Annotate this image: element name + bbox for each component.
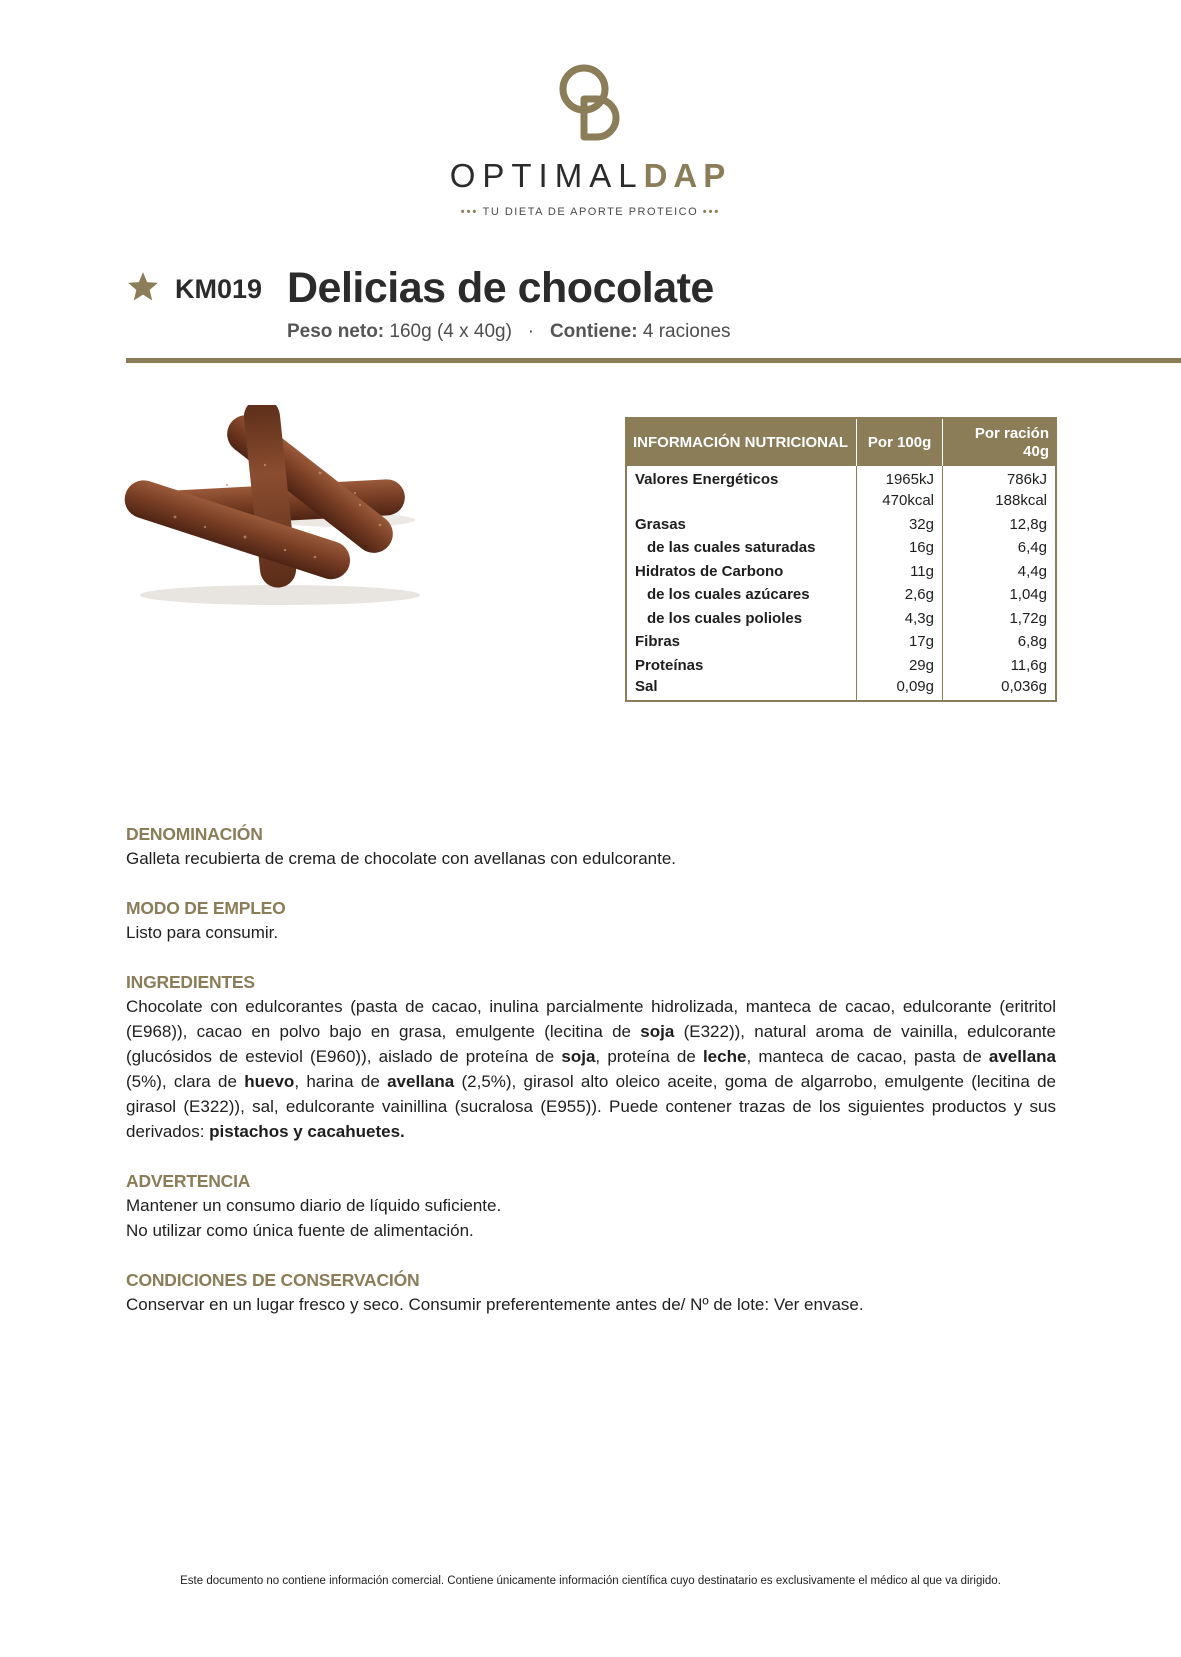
nutrient-per100: 29g bbox=[857, 654, 943, 678]
nutrient-per100: 470kcal bbox=[857, 490, 943, 514]
section-modo-empleo bbox=[126, 896, 1056, 945]
allergen-text: soja bbox=[561, 1047, 596, 1066]
brand-tagline: ••• TU DIETA DE APORTE PROTEICO ••• bbox=[460, 206, 721, 218]
nutrient-per100: 16g bbox=[857, 537, 943, 561]
nutrition-row bbox=[626, 678, 1056, 702]
nutrient-serving: 12,8g bbox=[943, 513, 1057, 537]
warning-line-1: Mantener un consumo diario de líquido suficiente. bbox=[126, 1196, 502, 1215]
nutrient-serving: 188kcal bbox=[943, 490, 1057, 514]
section-ingredientes bbox=[126, 970, 1056, 1144]
allergen-text: avellana bbox=[988, 1047, 1056, 1066]
allergen-text: pistachos y cacahuetes. bbox=[209, 1122, 405, 1141]
page-title: Delicias de chocolate bbox=[287, 264, 714, 312]
ingredient-text: (2,5%), girasol alto oleico aceite, goma de algarrobo, emulgente (lecitina de girasol (E322)), sal, edulcorante vainillina (sucralosa (E955)). Puede contener trazas de los siguientes productos y sus derivados: bbox=[126, 1072, 1057, 1141]
section-heading: ADVERTENCIA bbox=[126, 1171, 251, 1191]
allergen-text: avellana bbox=[387, 1072, 455, 1091]
footer-disclaimer: Este documento no contiene información comercial. Contiene únicamente información científica cuyo destinatario es exclusivamente el médico al que va dirigido. bbox=[180, 1575, 1001, 1587]
nutrient-serving: 6,8g bbox=[943, 631, 1057, 655]
nutrient-per100: 1965kJ bbox=[857, 466, 943, 490]
title-divider bbox=[126, 358, 1181, 363]
section-conservacion bbox=[126, 1268, 1056, 1317]
ingredient-text: , proteína de bbox=[595, 1047, 703, 1066]
nutrient-per100: 32g bbox=[857, 513, 943, 537]
allergen-text: leche bbox=[702, 1047, 747, 1066]
section-heading: INGREDIENTES bbox=[126, 972, 255, 992]
nutrition-header-serving: Por ración 40g bbox=[943, 418, 1057, 466]
section-denominacion bbox=[126, 822, 1056, 871]
nutrient-label: de los cuales azúcares bbox=[647, 586, 810, 604]
nutrition-row bbox=[626, 490, 1056, 514]
nutrient-label: Grasas bbox=[635, 515, 686, 533]
nutrition-row bbox=[626, 654, 1056, 678]
nutrient-serving: 11,6g bbox=[943, 654, 1057, 678]
section-heading: MODO DE EMPLEO bbox=[126, 898, 286, 918]
section-heading: DENOMINACIÓN bbox=[126, 824, 263, 844]
section-text: Listo para consumir. bbox=[126, 923, 279, 942]
nutrient-label: de los cuales polioles bbox=[647, 609, 803, 627]
nutrition-row bbox=[626, 584, 1056, 608]
nutrition-row bbox=[626, 607, 1056, 631]
nutrient-label: Fibras bbox=[635, 633, 681, 651]
nutrition-row bbox=[626, 631, 1056, 655]
product-info-sections bbox=[126, 822, 1056, 1342]
nutrition-header-label: INFORMACIÓN NUTRICIONAL bbox=[626, 418, 857, 466]
nutrient-label: Proteínas bbox=[635, 656, 704, 674]
nutrition-row bbox=[626, 560, 1056, 584]
nutrient-serving: 1,04g bbox=[943, 584, 1057, 608]
nutrient-serving: 4,4g bbox=[943, 560, 1057, 584]
nutrient-per100: 2,6g bbox=[857, 584, 943, 608]
product-code: KM019 bbox=[175, 274, 263, 304]
nutrition-row bbox=[626, 537, 1056, 561]
ingredient-text: , harina de bbox=[294, 1072, 388, 1091]
brand-name: OPTIMALDAP bbox=[449, 157, 732, 194]
ingredient-text: (E322)), natural aroma de vainilla, edulcorante (glucósidos de esteviol (E960)), aislado de proteína de bbox=[126, 1022, 1056, 1066]
nutrient-label bbox=[626, 490, 857, 514]
brand-logo bbox=[0, 56, 1181, 220]
nutrition-header-row bbox=[626, 418, 1056, 466]
ingredient-text: Chocolate con edulcorantes (pasta de cacao, inulina parcialmente hidrolizada, manteca de cacao, edulcorante (eritritol (E968)), cacao en polvo bajo en grasa, emulgente (lecitina de bbox=[126, 997, 1056, 1041]
nutrient-label: Valores Energéticos bbox=[635, 470, 779, 488]
ingredients-text bbox=[126, 994, 1056, 1144]
nutrient-label: Sal bbox=[635, 677, 658, 695]
nutrient-per100: 4,3g bbox=[857, 607, 943, 631]
section-text: Galleta recubierta de crema de chocolate con avellanas con edulcorante. bbox=[126, 849, 677, 868]
nutrient-serving: 0,036g bbox=[943, 678, 1057, 702]
ingredient-text: (5%), clara de bbox=[126, 1072, 245, 1091]
nutrition-table bbox=[625, 417, 1057, 702]
nutrition-row bbox=[626, 513, 1056, 537]
nutrient-per100: 0,09g bbox=[857, 678, 943, 702]
nutrient-label: Hidratos de Carbono bbox=[635, 562, 784, 580]
ingredient-text: , manteca de cacao, pasta de bbox=[746, 1047, 989, 1066]
warning-line-2: No utilizar como única fuente de alimentación. bbox=[126, 1221, 474, 1240]
nutrient-per100: 17g bbox=[857, 631, 943, 655]
nutrient-serving: 786kJ bbox=[943, 466, 1057, 490]
nutrient-serving: 6,4g bbox=[943, 537, 1057, 561]
section-heading: CONDICIONES DE CONSERVACIÓN bbox=[126, 1270, 420, 1290]
product-subline: Peso neto: 160g (4 x 40g) · Contiene: 4 raciones bbox=[287, 321, 731, 342]
allergen-text: soja bbox=[640, 1022, 675, 1041]
nutrient-label: de las cuales saturadas bbox=[647, 539, 816, 557]
allergen-text: huevo bbox=[244, 1072, 295, 1091]
optimaldap-logo-icon bbox=[551, 56, 631, 142]
nutrition-row bbox=[626, 466, 1056, 490]
section-advertencia bbox=[126, 1169, 1056, 1243]
nutrient-serving: 1,72g bbox=[943, 607, 1057, 631]
section-text: Conservar en un lugar fresco y seco. Consumir preferentemente antes de/ Nº de lote: Ver envase. bbox=[126, 1295, 864, 1314]
star-icon bbox=[126, 270, 160, 304]
nutrient-per100: 11g bbox=[857, 560, 943, 584]
product-image bbox=[115, 405, 435, 620]
nutrition-header-per100: Por 100g bbox=[857, 418, 943, 466]
